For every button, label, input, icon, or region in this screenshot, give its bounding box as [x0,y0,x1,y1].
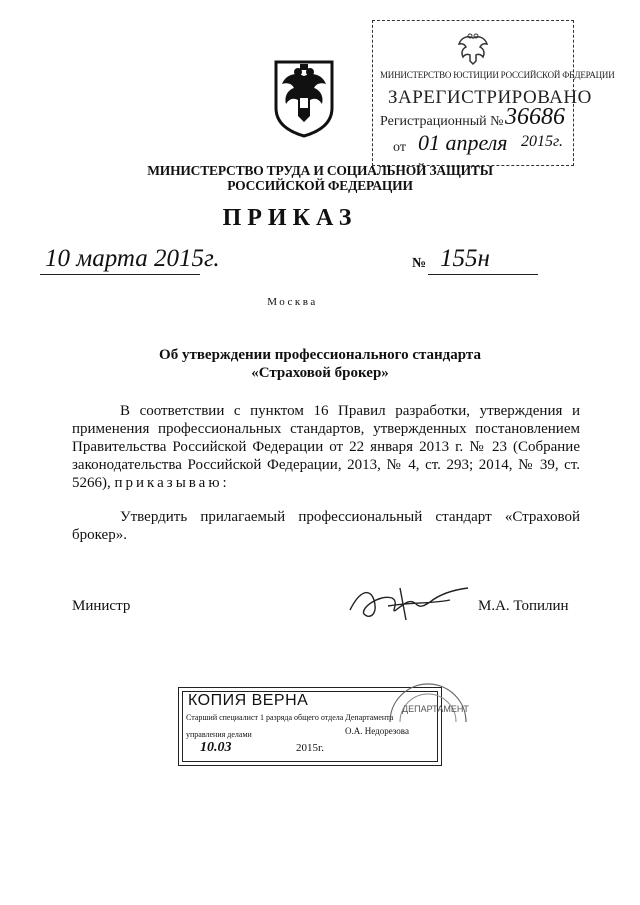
copy-stamp-year: 2015г. [296,742,325,754]
registration-date: 01 апреля [418,130,508,155]
order-date: 10 марта 2015г. [45,245,220,272]
subject-line-1: Об утверждении профессионального стандарта [159,347,481,363]
copy-stamp-position-line-1: Старший специалист 1 разряда общего отдела Департамента [186,713,394,722]
registration-ministry: МИНИСТЕРСТВО ЮСТИЦИИ РОССИЙСКОЙ ФЕДЕРАЦИИ [380,70,615,80]
body-paragraph-2: Утвердить прилагаемый профессиональный стандарт «Страховой брокер». [72,509,580,543]
copy-stamp-title: КОПИЯ ВЕРНА [188,692,309,709]
city: Москва [267,296,318,308]
handwritten-signature [340,580,480,628]
ministry-name [80,163,560,193]
registration-number: 36686 [505,104,565,130]
order-subject [80,346,560,382]
registration-title: ЗАРЕГИСТРИРОВАНО [388,87,592,108]
copy-stamp-date: 10.03 [200,740,232,755]
number-underline [428,274,538,275]
number-sign: № [412,256,427,271]
paragraph-1-text: В соответствии с пунктом 16 Правил разработки, утверждения и применения профессиональных стандартов, утвержденных постановлением Правительства Российской Федерации от 22 января 2013 г. № 23 (Собрание законодательства Российской Федерации, 2013, № 4, ст. 293; 2014, № 39, ст. 5266), [72,403,580,491]
copy-stamp-position-line-2: управления делами [186,730,252,739]
order-number: 155н [440,245,490,272]
document-type-title: ПРИКАЗ [222,205,358,231]
registration-date-prefix: от [393,140,406,155]
coat-of-arms-emblem [272,58,336,138]
subject-line-2: «Страховой брокер» [251,365,389,381]
body-paragraph-1 [72,402,580,492]
stamp-emblem-icon [455,30,491,66]
round-seal-stamp [380,682,470,762]
ministry-line-1: МИНИСТЕРСТВО ТРУДА И СОЦИАЛЬНОЙ ЗАЩИТЫ [147,163,493,178]
registration-year: 2015г. [521,133,564,150]
date-underline [40,274,200,275]
order-word: приказываю: [114,475,230,491]
copy-stamp-signer: О.А. Недорезова [345,726,409,736]
ministry-line-2: РОССИЙСКОЙ ФЕДЕРАЦИИ [227,178,413,193]
registration-number-label: Регистрационный № [380,114,504,129]
signatory-name: М.А. Топилин [478,598,569,614]
round-stamp-text: ДЕПАРТАМЕНТ [402,704,469,714]
signatory-position: Министр [72,598,131,614]
